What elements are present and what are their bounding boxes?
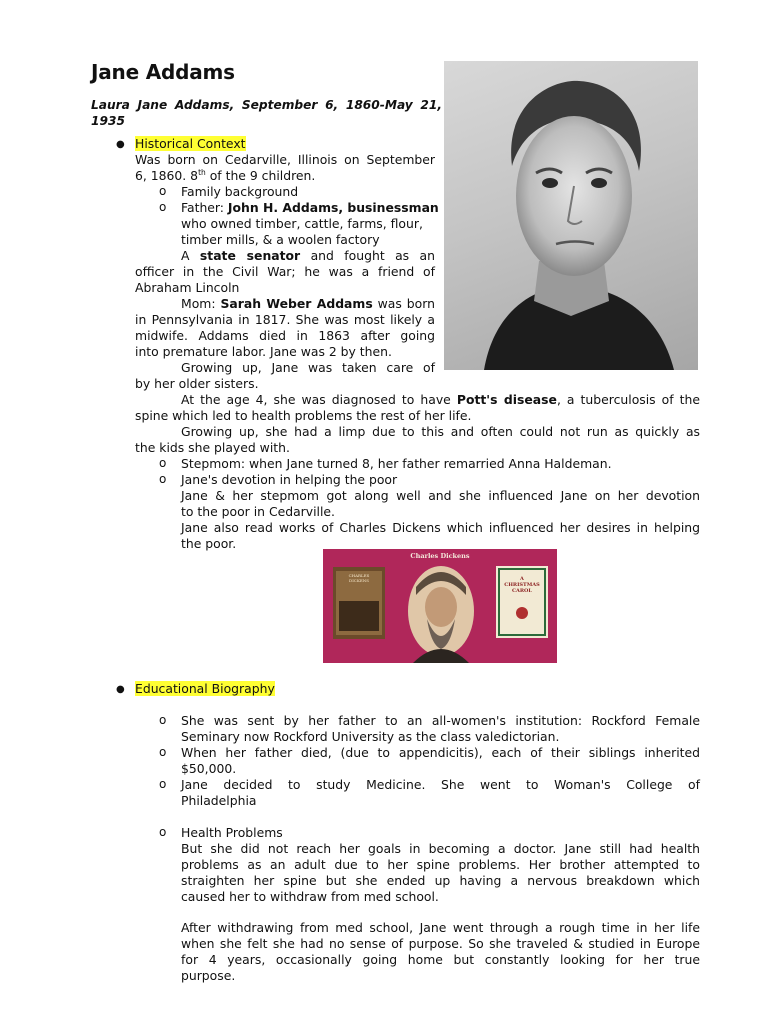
- pott-line-1: At the age 4, she was diagnosed to have Pott's disease, a tuberculosis of the: [181, 392, 700, 407]
- sub-bullet-icon: o: [159, 825, 167, 839]
- edu-item-1-line-1: She was sent by her father to an all-women's institution: Rockford Female: [181, 713, 700, 728]
- edu-item-1-line-2: Seminary now Rockford University as the class valedictorian.: [181, 729, 560, 744]
- devotion-line-4: the poor.: [181, 536, 237, 551]
- devotion-line-3: Jane also read works of Charles Dickens which influenced her desires in helping: [181, 520, 700, 535]
- book-3-title: A CHRISTMAS CAROL: [504, 576, 540, 594]
- limp-line-1: Growing up, she had a limp due to this and often could not run as quickly as: [181, 424, 700, 439]
- health-p2-line-4: purpose.: [181, 968, 236, 983]
- growing-line-2: by her older sisters.: [135, 376, 259, 391]
- sub-bullet-icon: o: [159, 184, 167, 198]
- devotion-heading: Jane's devotion in helping the poor: [181, 472, 398, 487]
- devotion-line-2: to the poor in Cedarville.: [181, 504, 335, 519]
- senator-line-2: officer in the Civil War; he was a friend of: [135, 264, 435, 279]
- sub-bullet-icon: o: [159, 745, 167, 759]
- born-line-2: 6, 1860. 8th of the 9 children.: [135, 167, 316, 183]
- bullet-icon: ●: [116, 684, 125, 695]
- historical-context-heading: Historical Context: [135, 136, 246, 151]
- stepmom-line: Stepmom: when Jane turned 8, her father remarried Anna Haldeman.: [181, 456, 612, 471]
- edu-item-2-line-2: $50,000.: [181, 761, 237, 776]
- sub-bullet-icon: o: [159, 472, 167, 486]
- health-p1-line-2: problems as an adult due to her spine problems. Her brother attempted to: [181, 857, 700, 872]
- senator-line-1: A state senator and fought as an: [181, 248, 435, 263]
- edu-item-3-line-2: Philadelphia: [181, 793, 257, 808]
- health-p1-line-4: caused her to withdraw from med school.: [181, 889, 439, 904]
- sub-bullet-icon: o: [159, 777, 167, 791]
- charles-dickens-image: [323, 549, 557, 663]
- born-line-1: Was born on Cedarville, Illinois on September: [135, 152, 435, 167]
- sub-bullet-icon: o: [159, 456, 167, 470]
- edu-item-3-line-1: Jane decided to study Medicine. She went to Woman's College of: [181, 777, 700, 792]
- father-line-2: who owned timber, cattle, farms, flour,: [181, 216, 423, 231]
- health-p2-line-2: when she felt she had no sense of purpose. So she traveled & studied in Europe: [181, 936, 700, 951]
- sub-bullet-icon: o: [159, 200, 167, 214]
- bullet-icon: ●: [116, 139, 125, 150]
- limp-line-2: the kids she played with.: [135, 440, 290, 455]
- mom-line-4: into premature labor. Jane was 2 by then.: [135, 344, 392, 359]
- edu-item-2-line-1: When her father died, (due to appendicitis), each of their siblings inherited: [181, 745, 700, 760]
- jane-addams-portrait: [444, 61, 698, 370]
- page-title: Jane Addams: [91, 60, 235, 84]
- book-1-title: CHARLES DICKENS: [348, 573, 370, 583]
- health-p2-line-1: After withdrawing from med school, Jane went through a rough time in her life: [181, 920, 700, 935]
- mom-line-3: midwife. Addams died in 1863 after going: [135, 328, 435, 343]
- health-problems-heading: Health Problems: [181, 825, 283, 840]
- sub-bullet-icon: o: [159, 713, 167, 727]
- health-p1-line-1: But she did not reach her goals in becoming a doctor. Jane still had health: [181, 841, 700, 856]
- growing-line-1: Growing up, Jane was taken care of: [181, 360, 435, 375]
- health-p1-line-3: straighten her spine but she ended up having a nervous breakdown which: [181, 873, 700, 888]
- health-p2-line-3: for 4 years, occasionally going home but constantly looking for her true: [181, 952, 700, 967]
- pott-line-2: spine which led to health problems the rest of her life.: [135, 408, 472, 423]
- educational-biography-heading: Educational Biography: [135, 681, 275, 696]
- mom-line-1: Mom: Sarah Weber Addams was born: [181, 296, 435, 311]
- father-line-3: timber mills, & a woolen factory: [181, 232, 380, 247]
- devotion-line-1: Jane & her stepmom got along well and she influenced Jane on her devotion: [181, 488, 700, 503]
- family-background: Family background: [181, 184, 299, 199]
- mom-line-2: in Pennsylvania in 1817. She was most likely a: [135, 312, 435, 327]
- dickens-caption: Charles Dickens: [410, 552, 470, 560]
- subtitle-line-1: Laura Jane Addams, September 6, 1860-May 21,: [91, 98, 442, 112]
- subtitle-line-2: 1935: [91, 114, 125, 128]
- senator-line-3: Abraham Lincoln: [135, 280, 240, 295]
- father-line-1: Father: John H. Addams, businessman: [181, 200, 439, 215]
